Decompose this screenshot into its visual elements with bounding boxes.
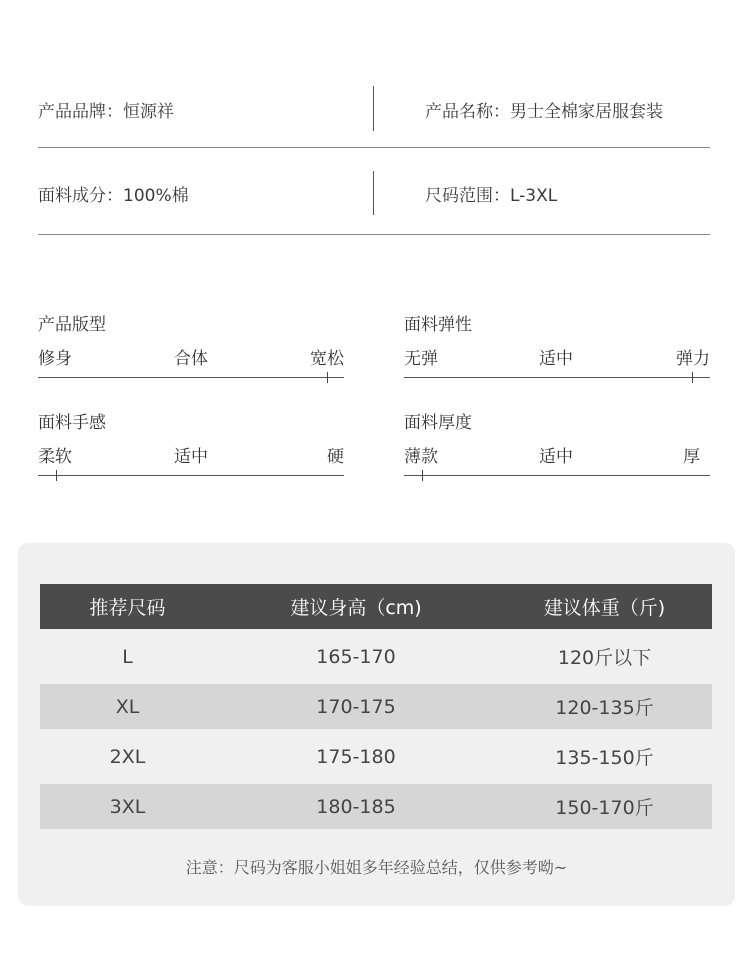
table-row [40, 734, 712, 779]
header-weight: 建议体重（斤) [543, 597, 666, 619]
cell-weight: 135-150斤 [555, 747, 654, 769]
scale-label-left: 修身 [38, 349, 72, 369]
cell-height: 180-185 [316, 795, 396, 818]
scale-thickness [404, 408, 710, 482]
scale-label-left: 柔软 [38, 447, 72, 467]
divider-horizontal [38, 147, 710, 148]
cell-size: L [122, 645, 133, 668]
fabric-text: 面料成分：100%棉 [38, 186, 189, 206]
scale-label-mid: 适中 [539, 349, 573, 369]
scale-marker [692, 372, 693, 383]
table-row [40, 784, 712, 829]
scale-track [404, 377, 710, 378]
scale-title: 面料弹性 [404, 315, 472, 335]
cell-height: 175-180 [316, 745, 396, 768]
divider-vertical [373, 86, 374, 131]
scale-elasticity [404, 310, 710, 384]
scale-track [38, 475, 344, 476]
scale-title: 产品版型 [38, 315, 106, 335]
cell-height: 165-170 [316, 645, 396, 668]
cell-weight: 120斤以下 [557, 647, 652, 669]
scale-label-right: 宽松 [310, 349, 344, 369]
scale-marker [327, 372, 328, 383]
scale-label-mid: 合体 [174, 349, 208, 369]
scale-marker [56, 470, 57, 481]
product-name-text: 产品名称：男士全棉家居服套装 [425, 102, 663, 122]
cell-size: 2XL [109, 745, 146, 768]
table-header [40, 584, 712, 629]
table-row [40, 684, 712, 729]
cell-size: 3XL [109, 795, 146, 818]
cell-height: 170-175 [316, 695, 396, 718]
brand-text: 产品品牌：恒源祥 [38, 102, 174, 122]
scale-title: 面料厚度 [404, 413, 472, 433]
scale-label-mid: 适中 [539, 447, 573, 467]
cell-size: XL [115, 695, 140, 718]
header-height: 建议身高（cm) [290, 597, 422, 619]
scale-label-mid: 适中 [174, 447, 208, 467]
cell-weight: 120-135斤 [555, 697, 654, 719]
divider-vertical [373, 171, 374, 215]
size-note: 注意：尺码为客服小姐姐多年经验总结，仅供参考呦~ [185, 858, 568, 877]
table-row [40, 634, 712, 679]
divider-horizontal [38, 234, 710, 235]
scale-label-right: 弹力 [676, 349, 710, 369]
size-table [40, 584, 712, 829]
scale-label-left: 无弹 [404, 349, 438, 369]
scale-title: 面料手感 [38, 413, 106, 433]
header-size: 推荐尺码 [89, 597, 166, 619]
scale-track [404, 475, 710, 476]
scale-label-right: 厚 [683, 447, 700, 467]
size-range-text: 尺码范围：L-3XL [425, 186, 558, 206]
cell-weight: 150-170斤 [555, 797, 654, 819]
scale-label-left: 薄款 [404, 447, 438, 467]
scale-handfeel [38, 408, 344, 482]
scale-fit [38, 310, 344, 384]
scale-label-right: 硬 [327, 447, 344, 467]
scale-marker [422, 470, 423, 481]
scale-track [38, 377, 344, 378]
